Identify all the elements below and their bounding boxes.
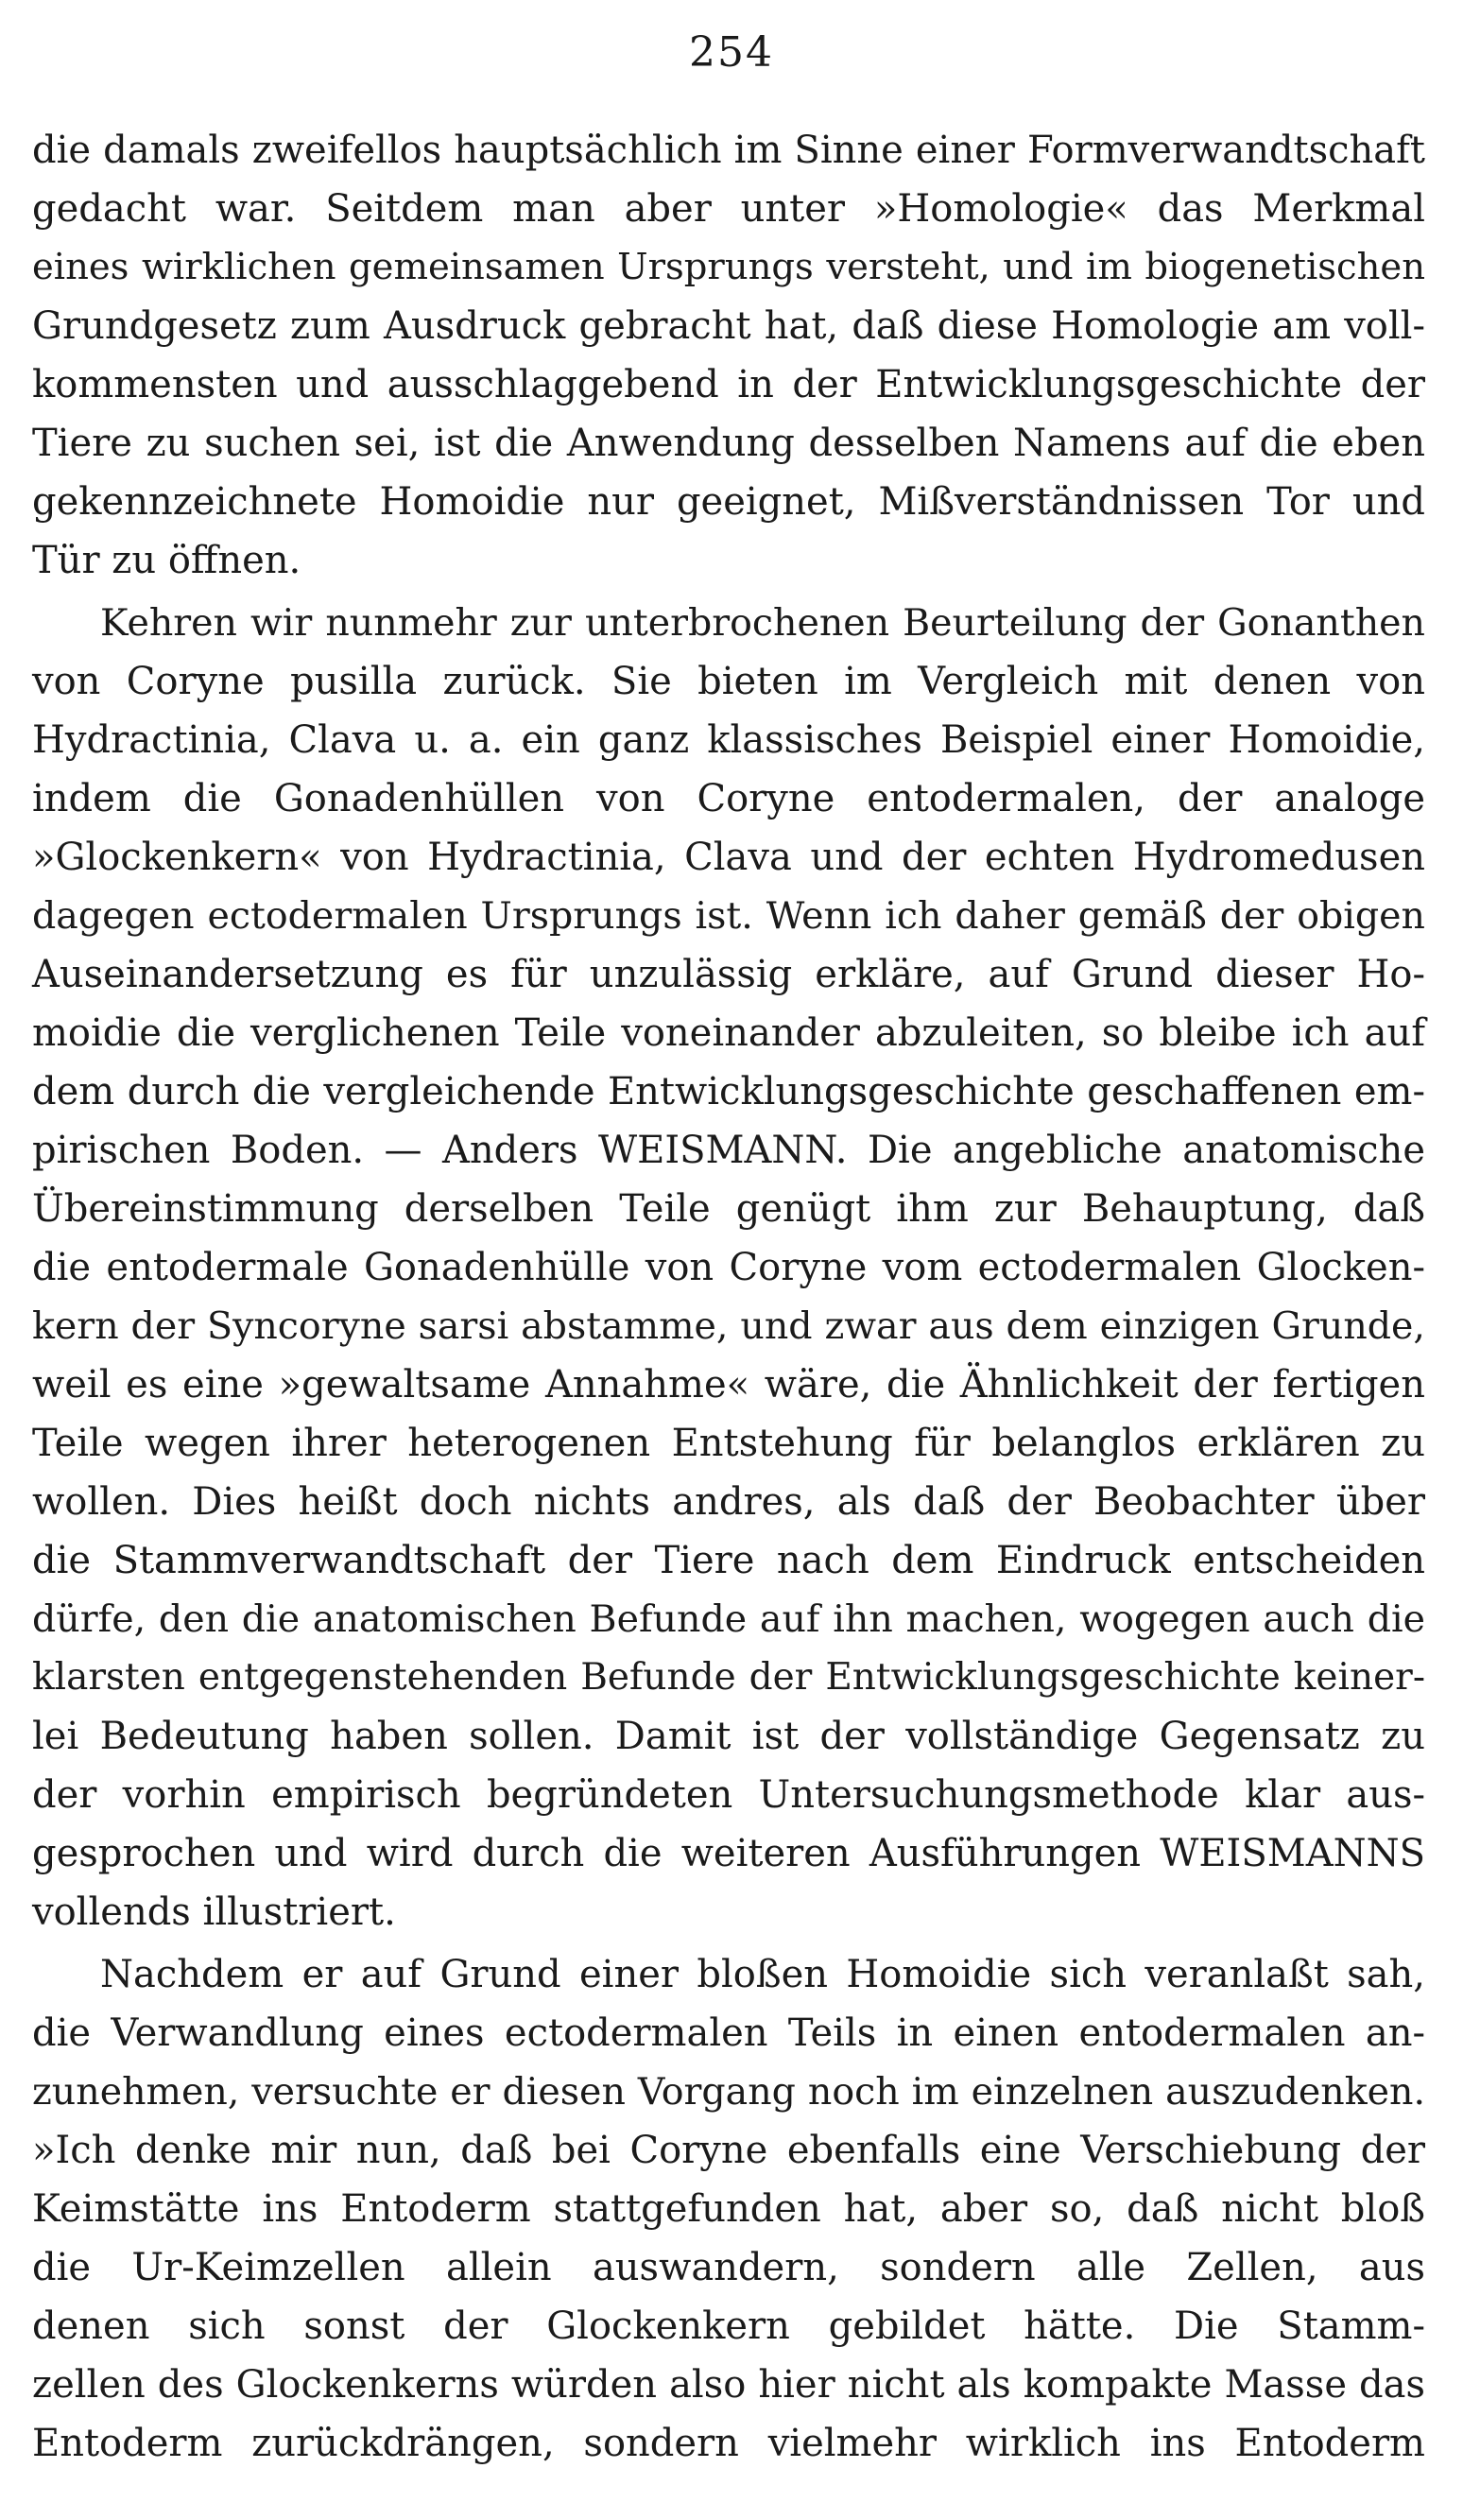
text-line: die damals zweifellos hauptsächlich im Sinne einer Formverwandtschaft bbox=[32, 129, 1425, 172]
text-line: dürfe, den die anatomischen Befunde auf ihn machen, wogegen auch die bbox=[32, 1597, 1425, 1641]
text-line: der vorhin empirisch begründeten Untersuchungsmethode klar aus- bbox=[32, 1773, 1425, 1817]
text-line: Kehren wir nunmehr zur unterbrochenen Beurteilung der Gonanthen bbox=[100, 601, 1425, 645]
text-line: eines wirklichen gemeinsamen Ursprungs versteht, und im biogenetischen bbox=[32, 246, 1425, 288]
text-line: Keimstätte ins Entoderm stattgefunden hat, aber so, daß nicht bloß bbox=[32, 2187, 1425, 2231]
text-line: die Stammverwandtschaft der Tiere nach dem Eindruck entscheiden bbox=[32, 1539, 1425, 1582]
text-line: Grundgesetz zum Ausdruck gebracht hat, daß diese Homologie am voll- bbox=[32, 304, 1425, 348]
text-line: die Ur-Keimzellen allein auswandern, sondern alle Zellen, aus bbox=[32, 2246, 1425, 2289]
paragraph-2 bbox=[32, 594, 1425, 1942]
text-line: von Coryne pusilla zurück. Sie bieten im Vergleich mit denen von bbox=[32, 660, 1425, 703]
text-line: pirischen Boden. — Anders WEISMANN. Die angebliche anatomische bbox=[32, 1129, 1425, 1172]
text-line: gedacht war. Seitdem man aber unter »Homologie« das Merkmal bbox=[32, 187, 1425, 231]
page-number: 254 bbox=[689, 28, 774, 77]
text-line: indem die Gonadenhüllen von Coryne entodermalen, der analoge bbox=[32, 777, 1425, 820]
text-line: vollends illustriert. bbox=[32, 1890, 396, 1934]
paragraph-3 bbox=[32, 1945, 1425, 2473]
text-line: zellen des Glockenkerns würden also hier nicht als kompakte Masse das bbox=[32, 2363, 1425, 2407]
text-line: Entoderm zurückdrängen, sondern vielmehr wirklich ins Entoderm bbox=[32, 2422, 1425, 2465]
body-text bbox=[32, 121, 1425, 2473]
text-line: lei Bedeutung haben sollen. Damit ist der vollständige Gegensatz zu bbox=[32, 1715, 1425, 1758]
text-line: dagegen ectodermalen Ursprungs ist. Wenn ich daher gemäß der obigen bbox=[32, 894, 1425, 938]
text-line: »Ich denke mir nun, daß bei Coryne ebenfalls eine Verschiebung der bbox=[32, 2129, 1425, 2172]
text-line: moidie die verglichenen Teile voneinander abzuleiten, so bleibe ich auf bbox=[32, 1011, 1425, 1055]
text-line: Tür zu öffnen. bbox=[32, 539, 301, 582]
text-line: zunehmen, versuchte er diesen Vorgang noch im einzelnen auszudenken. bbox=[32, 2070, 1425, 2114]
text-line: kommensten und ausschlaggebend in der Entwicklungsgeschichte der bbox=[32, 363, 1425, 406]
text-line: Tiere zu suchen sei, ist die Anwendung desselben Namens auf die eben bbox=[32, 422, 1425, 465]
text-line: denen sich sonst der Glockenkern gebildet hätte. Die Stamm- bbox=[32, 2304, 1425, 2348]
text-line: kern der Syncoryne sarsi abstamme, und zwar aus dem einzigen Grunde, bbox=[32, 1304, 1425, 1348]
text-line: »Glockenkern« von Hydractinia, Clava und der echten Hydromedusen bbox=[32, 836, 1425, 879]
paragraph-1 bbox=[32, 121, 1425, 590]
text-line: klarsten entgegenstehenden Befunde der Entwicklungsgeschichte keiner- bbox=[32, 1656, 1425, 1699]
text-line: die entodermale Gonadenhülle von Coryne vom ectodermalen Glocken- bbox=[32, 1246, 1425, 1289]
text-line: gekennzeichnete Homoidie nur geeignet, Mißverständnissen Tor und bbox=[32, 480, 1425, 524]
text-line: Hydractinia, Clava u. a. ein ganz klassisches Beispiel einer Homoidie, bbox=[32, 718, 1425, 762]
text-line: weil es eine »gewaltsame Annahme« wäre, die Ähnlichkeit der fertigen bbox=[32, 1363, 1425, 1407]
text-line: Übereinstimmung derselben Teile genügt ihm zur Behauptung, daß bbox=[32, 1187, 1425, 1231]
text-line: gesprochen und wird durch die weiteren Ausführungen WEISMANNS bbox=[32, 1832, 1425, 1875]
text-line: dem durch die vergleichende Entwicklungsgeschichte geschaffenen em- bbox=[32, 1070, 1425, 1113]
text-line: die Verwandlung eines ectodermalen Teils in einen entodermalen an- bbox=[32, 2011, 1425, 2055]
text-line: wollen. Dies heißt doch nichts andres, als daß der Beobachter über bbox=[32, 1480, 1425, 1524]
text-line: Teile wegen ihrer heterogenen Entstehung für belanglos erklären zu bbox=[32, 1422, 1425, 1465]
text-line: Auseinandersetzung es für unzulässig erkläre, auf Grund dieser Ho- bbox=[32, 953, 1425, 996]
text-line: Nachdem er auf Grund einer bloßen Homoidie sich veranlaßt sah, bbox=[100, 1953, 1425, 1996]
